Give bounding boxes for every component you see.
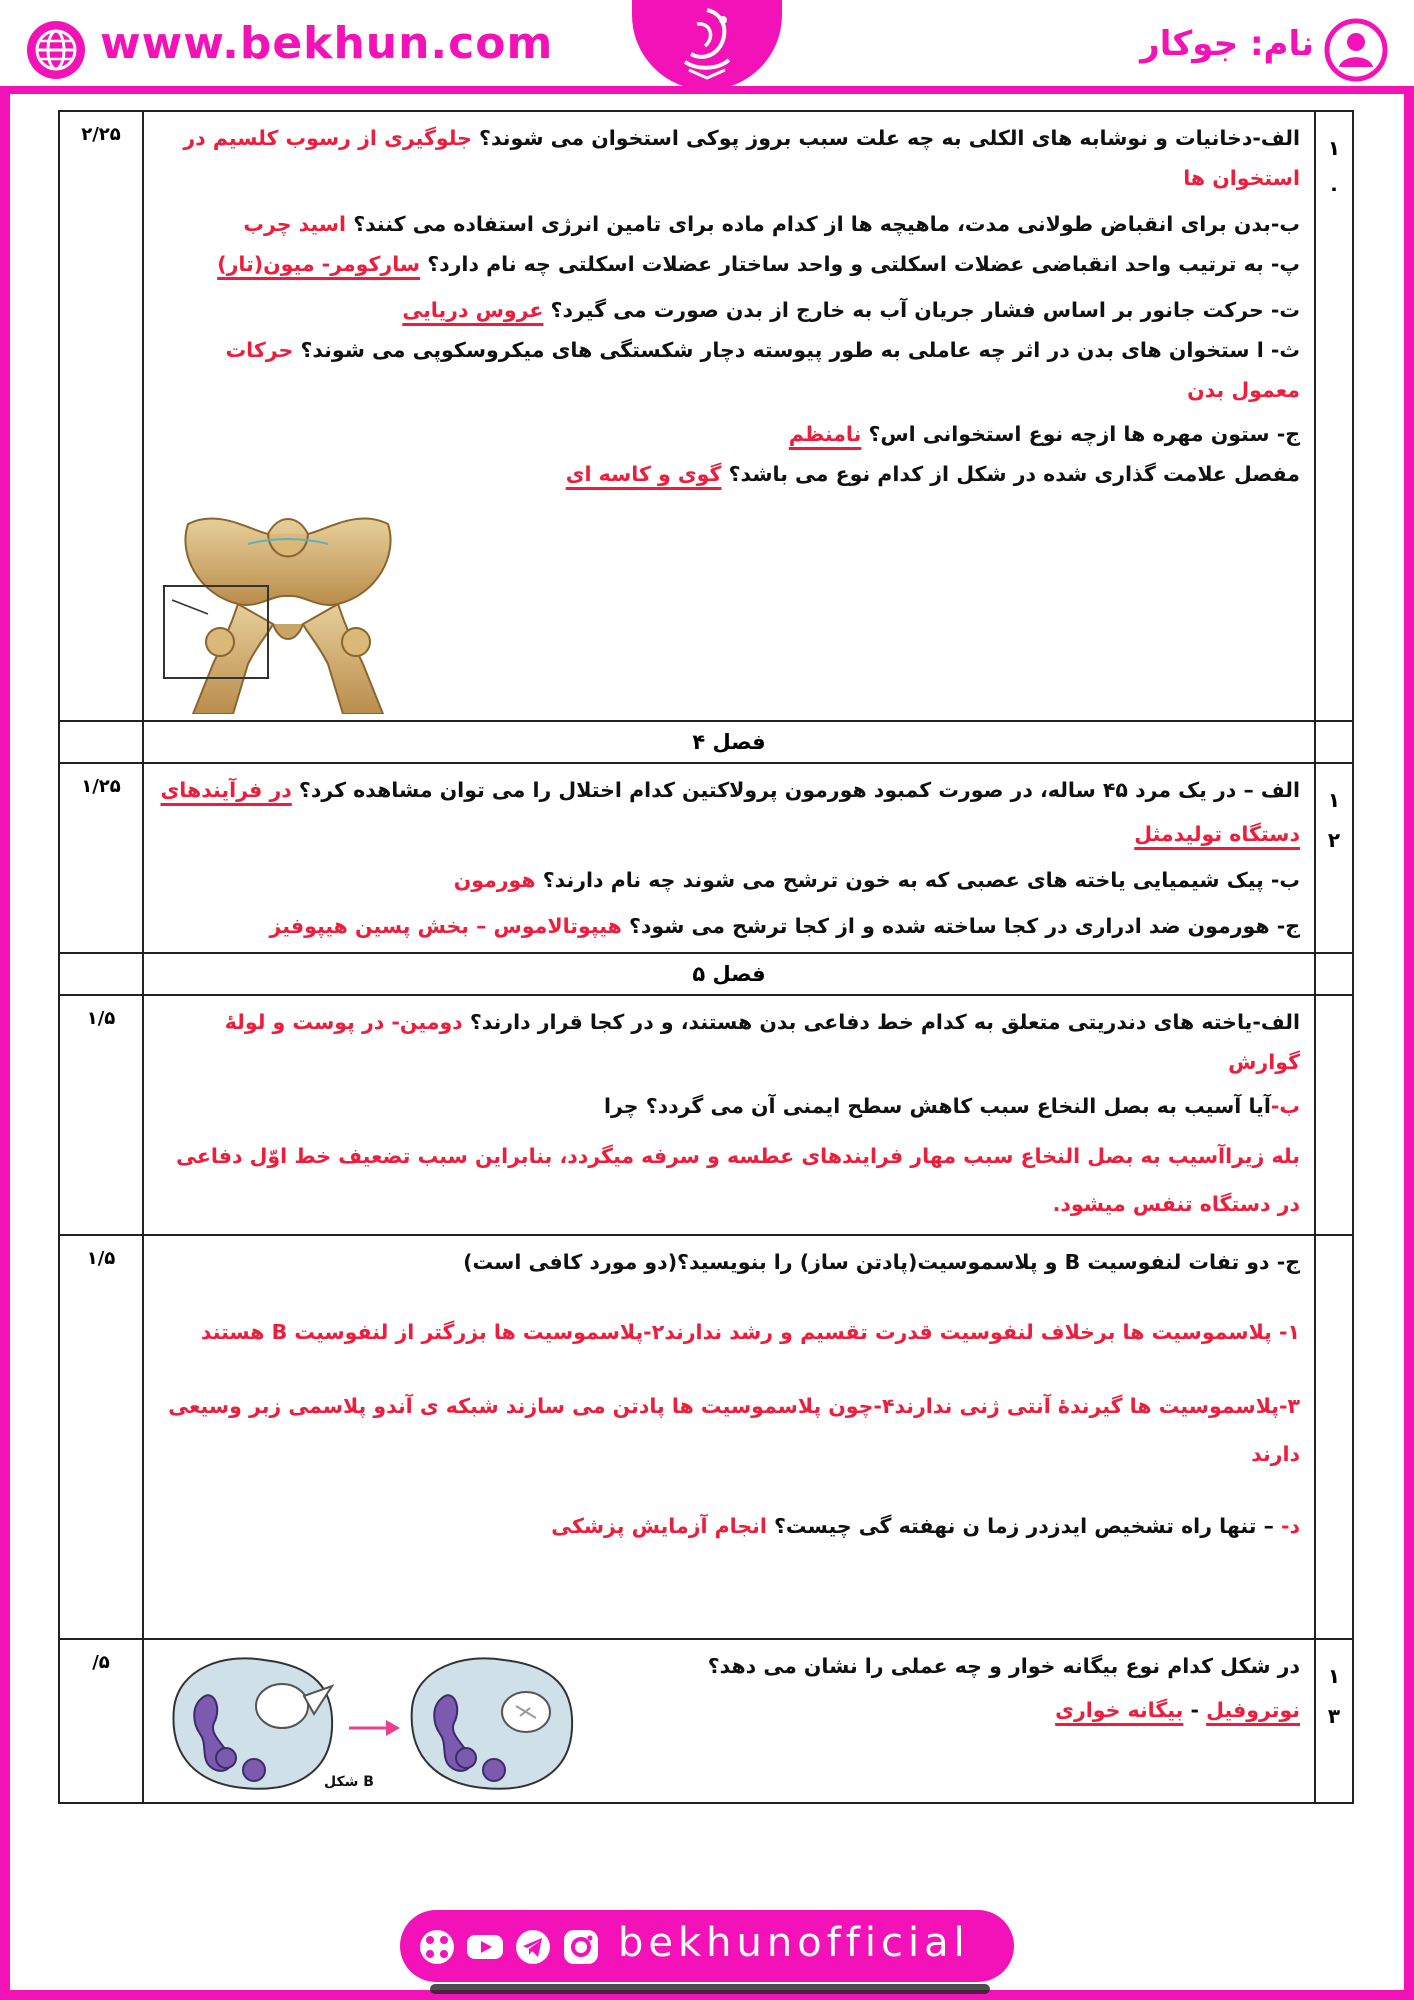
- question-number: ۱ ۰: [1315, 111, 1353, 721]
- question-body: [143, 1639, 1315, 1803]
- question-label: د-: [1280, 1514, 1300, 1538]
- question-text: ج- هورمون ضد ادراری در کجا ساخته شده و از کجا ترشح می شود؟: [628, 914, 1300, 938]
- table-row: [59, 1235, 1353, 1639]
- section-title: فصل ۵: [143, 953, 1315, 995]
- question-text: مفصل علامت گذاری شده در شکل از کدام نوع می باشد؟: [728, 462, 1300, 486]
- question-number: [1315, 1235, 1353, 1639]
- bekhun-logo-icon: [667, 4, 747, 86]
- question-text: – تنها راه تشخیص ایدزدر زما ن نهفته گی چیست؟: [774, 1514, 1281, 1538]
- answer-text: دومین- در پوست و لولهٔ گوارش: [224, 1010, 1300, 1074]
- question-text: ت- حرکت جانور بر اساس فشار جریان آب به خارج از بدن صورت می گیرد؟: [550, 298, 1300, 322]
- table-row: [59, 1639, 1353, 1803]
- question-score: ۱/۲۵: [59, 763, 143, 953]
- question-text: پ- به ترتیب واحد انقباضی عضلات اسکلتی و واحد ساختار عضلات اسکلتی چه نام دارد؟: [427, 252, 1300, 276]
- question-score: ۱/۵: [59, 995, 143, 1235]
- table-row: [59, 995, 1353, 1235]
- answer-text: حرکات معمول بدن: [225, 338, 1300, 402]
- social-footer: [400, 1910, 1014, 1982]
- answer-text: بیگانه خواری: [1055, 1698, 1184, 1722]
- answer-text: هیپوتالاموس – بخش پسین هیپوفیز: [269, 914, 622, 938]
- answer-text: اسید چرب: [243, 212, 347, 236]
- answer-separator: -: [1183, 1698, 1207, 1722]
- answer-text: انجام آزمایش پزشکی: [551, 1514, 767, 1538]
- pelvis-figure: [158, 504, 418, 714]
- question-number: ۱ ۳: [1315, 1639, 1353, 1803]
- question-score: ۱/۵: [59, 1235, 143, 1639]
- answer-text: عروس دریایی: [402, 298, 544, 322]
- answer-text: در فرآیندهای: [160, 778, 292, 802]
- question-score: ۲/۲۵: [59, 111, 143, 721]
- question-body: [143, 111, 1315, 721]
- answer-text: نوتروفیل: [1206, 1698, 1300, 1722]
- answer-text: دستگاه تولیدمثل: [1134, 822, 1300, 846]
- figure-label: شکل B: [324, 1774, 374, 1790]
- instagram-icon[interactable]: [562, 1928, 600, 1966]
- question-text: الف-یاخته های دندریتی متعلق به کدام خط دفاعی بدن هستند، و در کجا قرار دارند؟: [469, 1010, 1300, 1034]
- question-table: [58, 110, 1354, 1804]
- aparat-icon[interactable]: [418, 1928, 456, 1966]
- question-text: آیا آسیب به بصل النخاع سبب کاهش سطح ایمنی آن می گردد؟ چرا: [604, 1094, 1271, 1118]
- table-row: [59, 763, 1353, 953]
- header-underline: [0, 86, 1414, 94]
- student-name: نام: جوکار: [1140, 24, 1314, 64]
- footer-shadow: [430, 1984, 990, 1994]
- question-body: [143, 763, 1315, 953]
- answer-text: جلوگیری از رسوب کلسیم در استخوان ها: [183, 126, 1300, 190]
- section-title: فصل ۴: [143, 721, 1315, 763]
- site-url[interactable]: www.bekhun.com: [100, 18, 554, 69]
- question-text: ج- دو تفات لنفوسیت B و پلاسموسیت(پادتن ساز) را بنویسید؟(دو مورد کافی است): [463, 1250, 1300, 1274]
- answer-text: ۱- پلاسموسیت ها برخلاف لنفوسیت قدرت تقسیم و رشد ندارند۲-پلاسموسیت ها بزرگتر از لنفوسیت B هستند: [200, 1320, 1300, 1344]
- answer-text: سارکومر- میون(تار): [217, 252, 421, 276]
- question-text: ب- پیک شیمیایی یاخته های عصبی که به خون ترشح می شوند چه نام دارند؟: [542, 868, 1300, 892]
- question-score: /۵: [59, 1639, 143, 1803]
- neutrophil-figure: [164, 1648, 584, 1798]
- table-row: [59, 721, 1353, 763]
- answer-text: گوی و کاسه ای: [565, 462, 722, 486]
- question-body: [143, 995, 1315, 1235]
- question-text: الف-دخانیات و نوشابه های الکلی به چه علت سبب بروز پوکی استخوان می شوند؟: [479, 126, 1300, 150]
- question-number: [1315, 995, 1353, 1235]
- question-text: در شکل کدام نوع بیگانه خوار و چه عملی را نشان می دهد؟: [707, 1654, 1300, 1678]
- question-text: ج- ستون مهره ها ازچه نوع استخوانی اس؟: [868, 422, 1300, 446]
- question-number: ۱ ۲: [1315, 763, 1353, 953]
- question-label: ب-: [1270, 1094, 1300, 1118]
- answer-text: بله زیراآسیب به بصل النخاع سبب مهار فرایندهای عطسه و سرفه میگردد، بنابراین سبب تضعیف خط اوّل دفاعی در دستگاه تنفس میشود.: [176, 1144, 1300, 1216]
- user-icon: [1324, 18, 1388, 82]
- globe-icon: [26, 20, 86, 80]
- social-handle[interactable]: bekhunofficial: [618, 1920, 970, 1966]
- question-text: ب-بدن برای انقباض طولانی مدت، ماهیچه ها از کدام ماده برای تامین انرژی استفاده می کنند؟: [353, 212, 1300, 236]
- telegram-icon[interactable]: [514, 1928, 552, 1966]
- answer-text: نامنظم: [788, 422, 862, 446]
- question-body: [143, 1235, 1315, 1639]
- page-header: [0, 0, 1414, 94]
- youtube-icon[interactable]: [466, 1928, 504, 1966]
- table-row: [59, 953, 1353, 995]
- answer-text: هورمون: [453, 868, 536, 892]
- question-text: ث- ا ستخوان های بدن در اثر چه عاملی به طور پیوسته دچار شکستگی های میکروسکوپی می شوند؟: [300, 338, 1300, 362]
- table-row: [59, 111, 1353, 721]
- answer-text: ۳-پلاسموسیت ها گیرندهٔ آنتی ژنی ندارند۴-چون پلاسموسیت ها پادتن می سازند شبکه ی آندو پلاسمی زبر وسیعی دارند: [168, 1394, 1300, 1466]
- question-text: الف – در یک مرد ۴۵ ساله، در صورت کمبود هورمون پرولاکتین کدام اختلال را می توان مشاهده کرد؟: [298, 778, 1300, 802]
